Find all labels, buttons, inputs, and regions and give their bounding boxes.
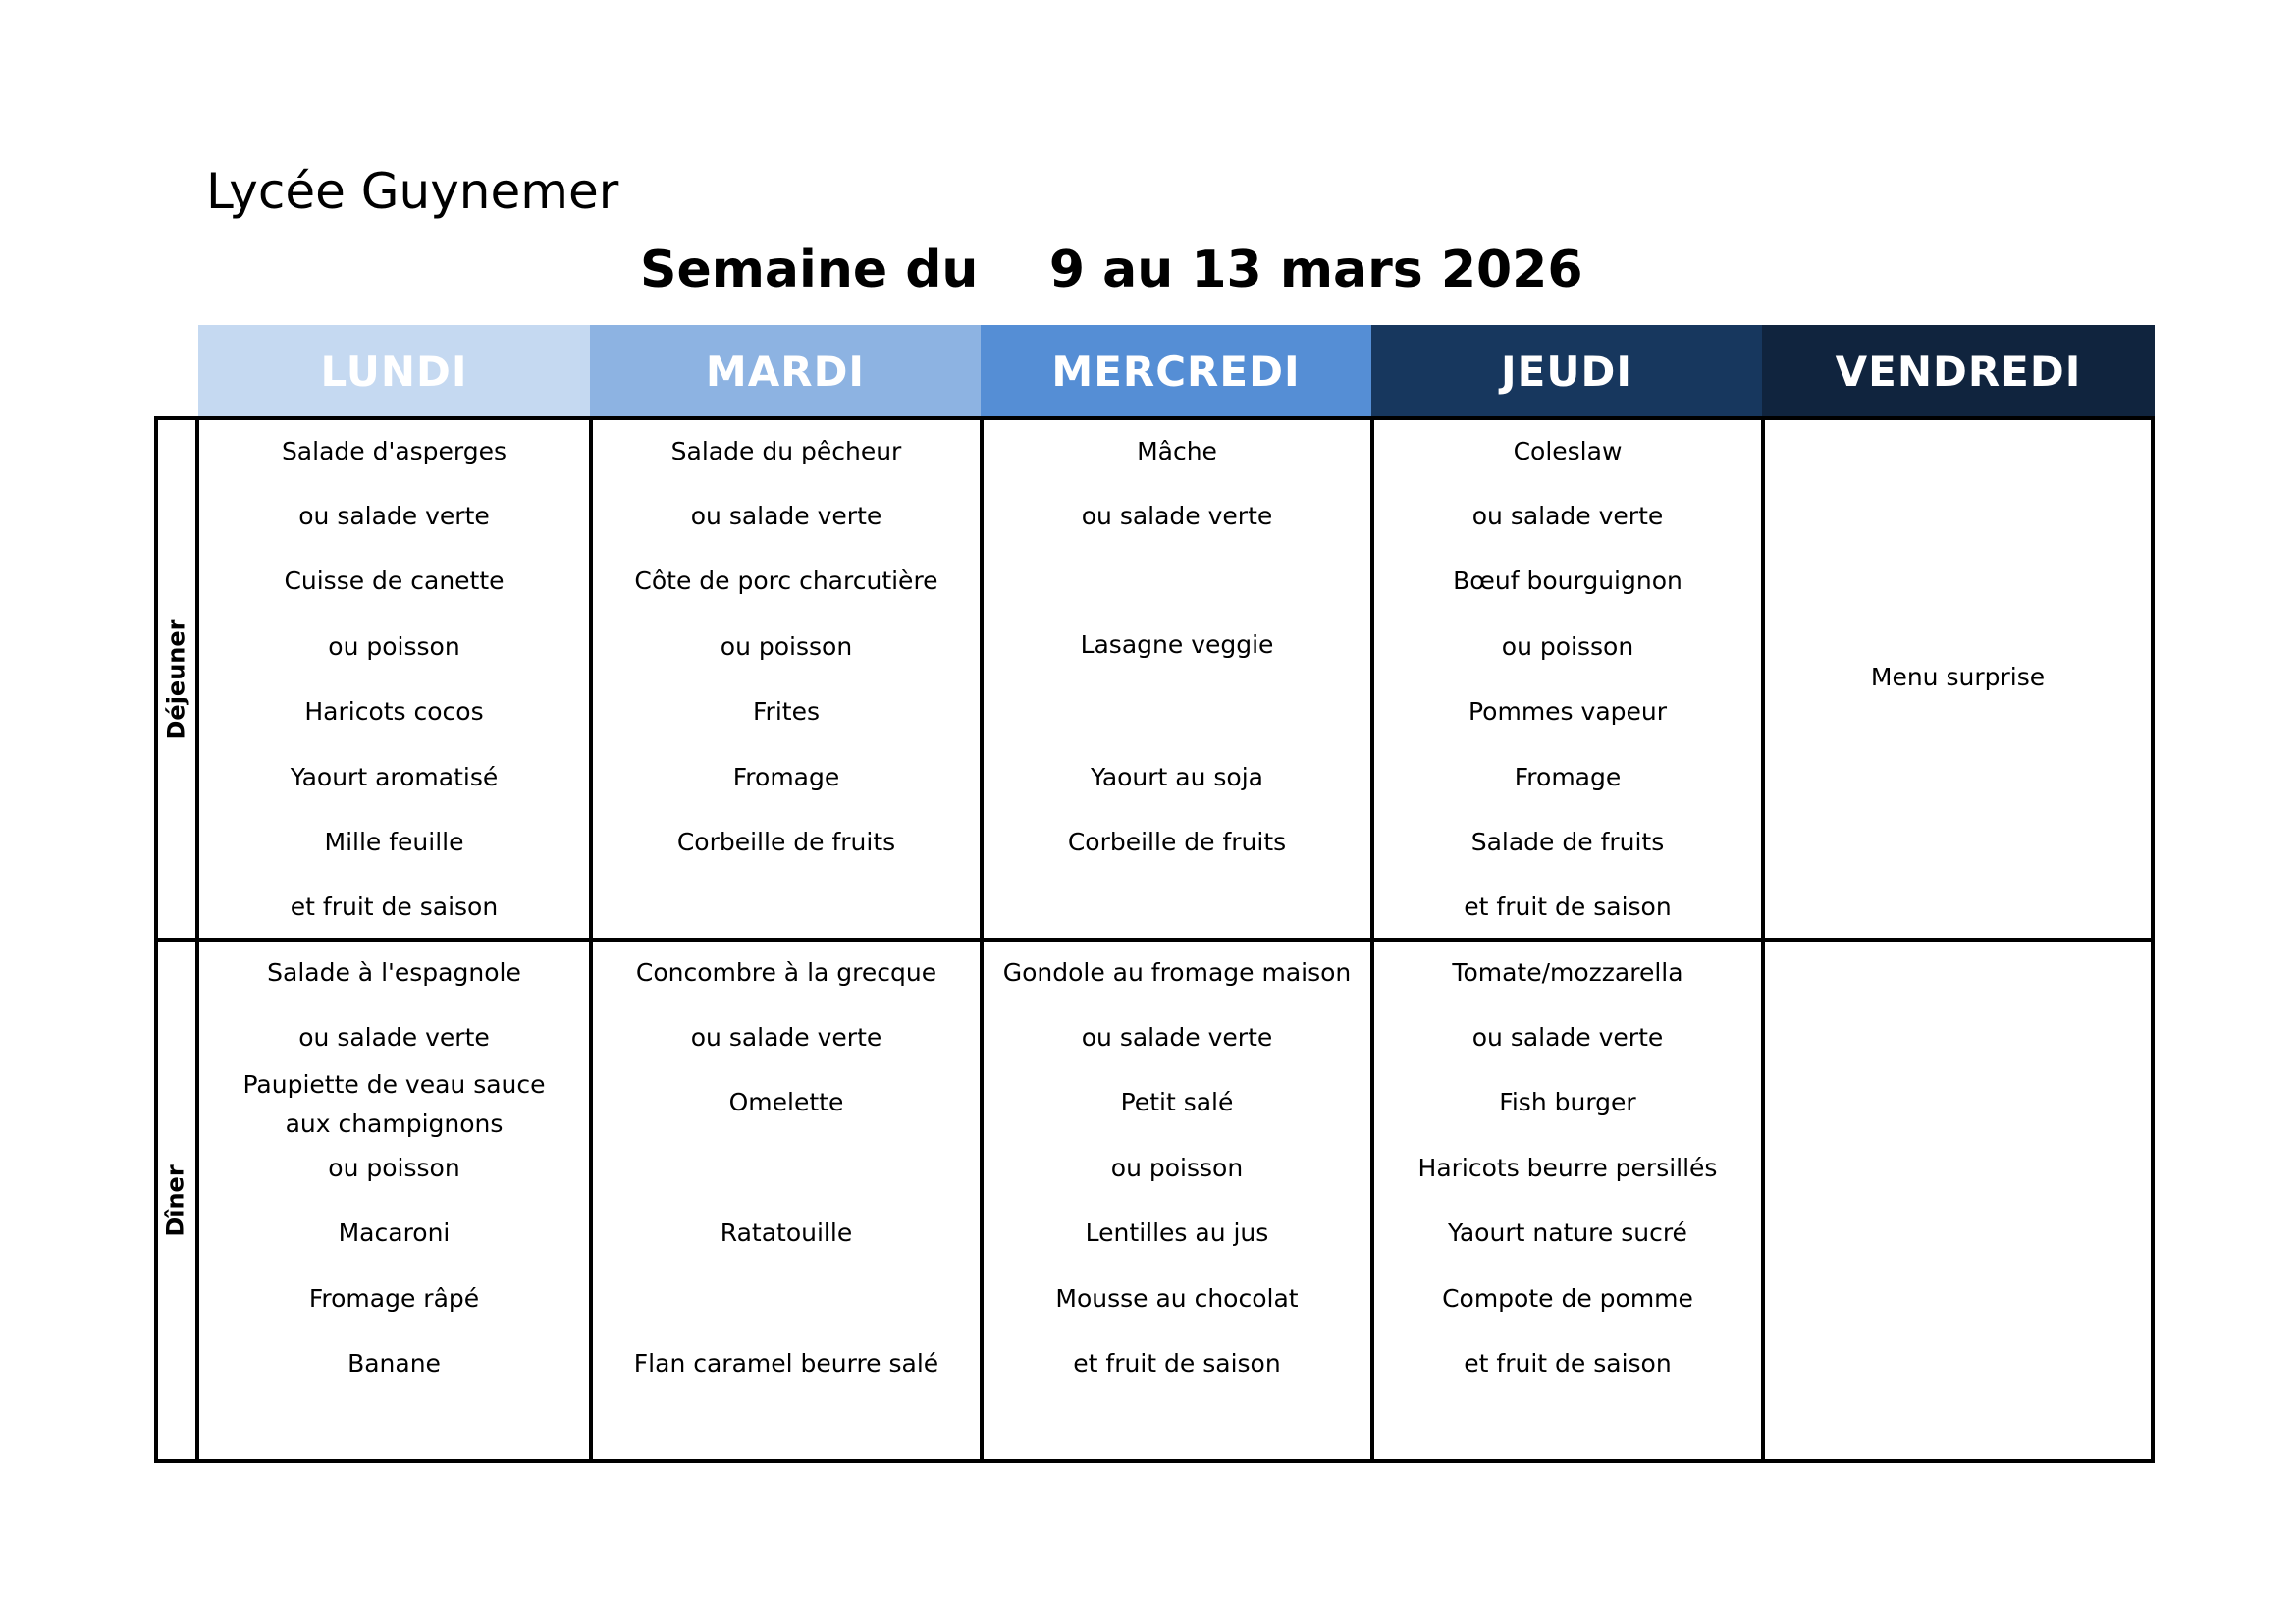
menu-item: et fruit de saison <box>1464 1349 1672 1378</box>
menu-item: ou salade verte <box>1081 1023 1273 1052</box>
day-header-mardi: MARDI <box>590 325 981 417</box>
menu-item: Salade du pêcheur <box>670 437 902 465</box>
menu-item: ou salade verte <box>298 1023 490 1052</box>
menu-item: Bœuf bourguignon <box>1453 567 1682 595</box>
dinner-cell-jeudi <box>1374 0 1761 1624</box>
menu-surprise: Menu surprise <box>1870 663 2046 691</box>
menu-item: Corbeille de fruits <box>1067 828 1287 856</box>
menu-item: Ratatouille <box>720 1218 853 1247</box>
dinner-cell-lundi <box>199 0 589 1624</box>
menu-item: ou salade verte <box>690 1023 882 1052</box>
menu-item: Haricots beurre persillés <box>1417 1154 1718 1182</box>
menu-item: Salade d'asperges <box>281 437 507 465</box>
menu-item: ou salade verte <box>1081 502 1273 530</box>
dinner-label-text: Dîner <box>162 1164 190 1237</box>
menu-item: Fromage <box>1514 763 1622 791</box>
menu-item: Yaourt nature sucré <box>1448 1218 1687 1247</box>
school-name: Lycée Guynemer <box>206 163 619 220</box>
menu-item: ou poisson <box>328 1154 460 1182</box>
menu-item: ou salade verte <box>1471 502 1664 530</box>
day-header-mercredi: MERCREDI <box>981 325 1371 417</box>
menu-item: Flan caramel beurre salé <box>633 1349 939 1378</box>
menu-item: Omelette <box>728 1088 844 1116</box>
menu-item: Petit salé <box>1120 1088 1234 1116</box>
dinner-cell-mardi <box>593 0 980 1624</box>
menu-item: Paupiette de veau sauce aux champignons <box>242 1070 546 1138</box>
menu-item: Banane <box>347 1349 441 1378</box>
menu-item: ou poisson <box>1110 1154 1244 1182</box>
menu-item: Mousse au chocolat <box>1055 1284 1299 1313</box>
menu-item: et fruit de saison <box>290 893 499 921</box>
menu-item: Concombre à la grecque <box>635 958 937 987</box>
menu-item: Pommes vapeur <box>1468 697 1668 726</box>
menu-item: ou salade verte <box>690 502 882 530</box>
menu-item: et fruit de saison <box>1464 893 1672 921</box>
day-header-jeudi: JEUDI <box>1371 325 1762 417</box>
menu-item: Frites <box>753 697 820 726</box>
menu-item: Mille feuille <box>324 828 464 856</box>
week-range: 9 au 13 mars 2026 <box>1048 241 1583 299</box>
menu-item: Compote de pomme <box>1442 1284 1693 1313</box>
menu-item: ou poisson <box>1501 632 1634 661</box>
menu-item: ou salade verte <box>298 502 490 530</box>
grid-right-border <box>2151 416 2155 1463</box>
menu-item: ou poisson <box>328 632 460 661</box>
menu-item: et fruit de saison <box>1073 1349 1281 1378</box>
menu-item: Lasagne veggie <box>1080 630 1274 659</box>
menu-item: Côte de porc charcutière <box>634 567 938 595</box>
menu-item: Cuisse de canette <box>284 567 505 595</box>
menu-item: Mâche <box>1137 437 1217 465</box>
meal-label-lunch <box>155 420 196 938</box>
menu-item: Tomate/mozzarella <box>1452 958 1683 987</box>
menu-item: Yaourt aromatisé <box>290 763 499 791</box>
menu-item: Yaourt au soja <box>1090 763 1263 791</box>
menu-item: ou salade verte <box>1471 1023 1664 1052</box>
week-prefix: Semaine du <box>640 241 979 299</box>
menu-item: Corbeille de fruits <box>676 828 896 856</box>
menu-item: Salade de fruits <box>1470 828 1665 856</box>
menu-item: Fromage râpé <box>308 1284 480 1313</box>
menu-item: Coleslaw <box>1513 437 1623 465</box>
day-header-vendredi: VENDREDI <box>1762 325 2155 417</box>
menu-item: Lentilles au jus <box>1085 1218 1269 1247</box>
menu-item: ou poisson <box>720 632 853 661</box>
menu-item: Fish burger <box>1499 1088 1636 1116</box>
day-header-lundi: LUNDI <box>198 325 590 417</box>
menu-item: Haricots cocos <box>304 697 484 726</box>
dinner-cell-mercredi <box>984 0 1370 1624</box>
menu-item: Macaroni <box>338 1218 451 1247</box>
dinner-cell-vendredi <box>1765 942 2151 1459</box>
meal-label-dinner <box>155 942 196 1459</box>
menu-item: Salade à l'espagnole <box>267 958 521 987</box>
lunch-label-text: Déjeuner <box>162 619 189 739</box>
menu-item: Fromage <box>732 763 840 791</box>
menu-item: Gondole au fromage maison <box>1002 958 1352 987</box>
